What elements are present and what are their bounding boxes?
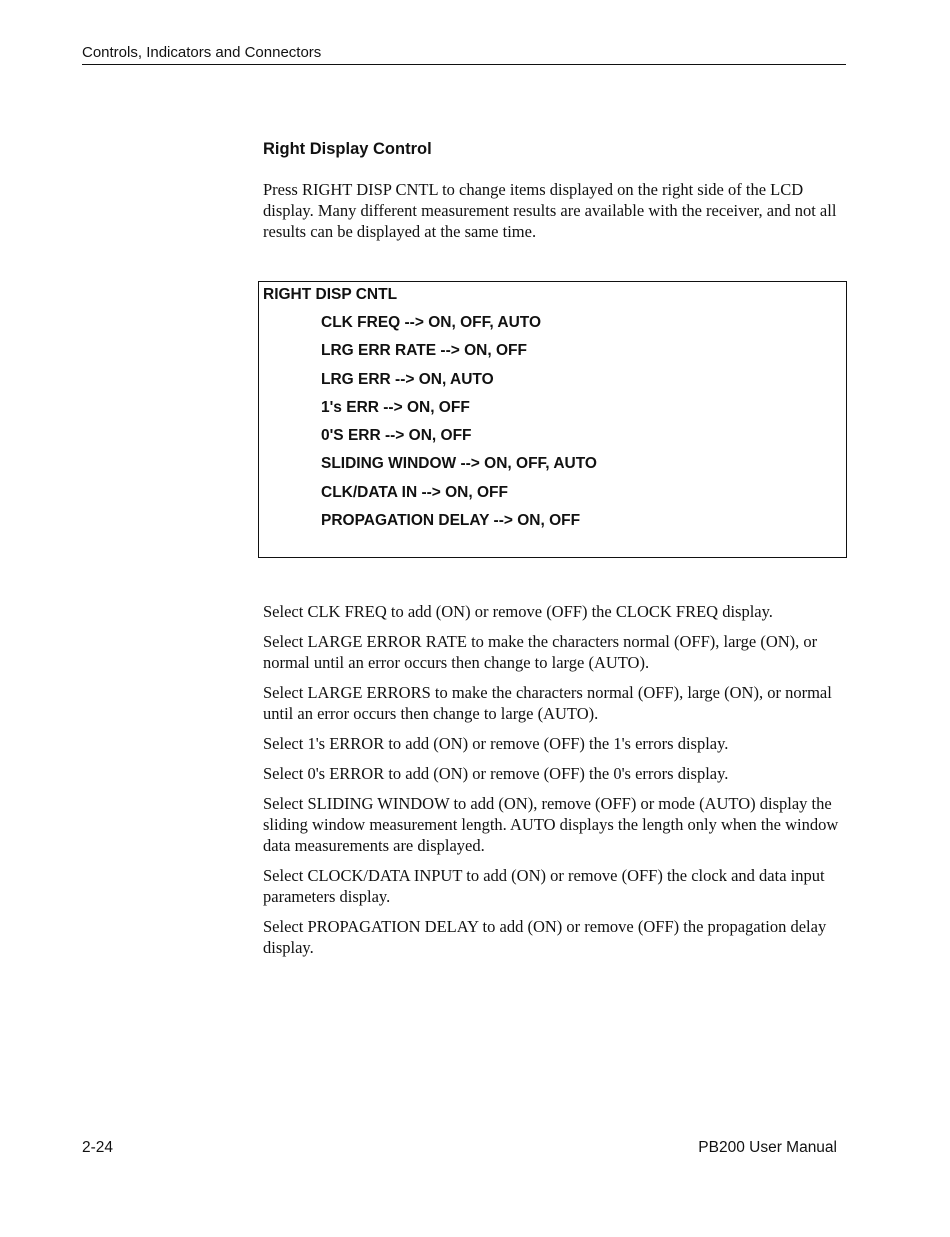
description-ones-error: Select 1's ERROR to add (ON) or remove (OFF) the 1's errors display. — [263, 734, 729, 753]
intro-paragraph: Press RIGHT DISP CNTL to change items displayed on the right side of the LCD display. Many different measurement results are available with the receiver, and not all results can be displayed at the same time. — [263, 180, 837, 241]
menu-item-clk-data-in: CLK/DATA IN --> ON, OFF — [321, 483, 508, 501]
menu-item-lrg-err-rate: LRG ERR RATE --> ON, OFF — [321, 342, 527, 360]
page-number: 2-24 — [82, 1139, 114, 1156]
menu-list — [321, 313, 597, 539]
description-large-error-rate: Select LARGE ERROR RATE to make the characters normal (OFF), large (ON), or normal until an error occurs then change to large (AUTO). — [263, 632, 818, 672]
menu-item-propagation-delay: PROPAGATION DELAY --> ON, OFF — [321, 512, 581, 530]
description-zeros-error: Select 0's ERROR to add (ON) or remove (OFF) the 0's errors display. — [263, 764, 729, 783]
page-header: Controls, Indicators and Connectors — [82, 44, 846, 65]
menu-title: RIGHT DISP CNTL — [263, 286, 398, 303]
manual-name: PB200 User Manual — [698, 1139, 837, 1156]
menu-item-sliding-window: SLIDING WINDOW --> ON, OFF, AUTO — [321, 455, 597, 473]
description-clock-data-input: Select CLOCK/DATA INPUT to add (ON) or remove (OFF) the clock and data input parameters display. — [263, 866, 825, 906]
description-large-errors: Select LARGE ERRORS to make the characters normal (OFF), large (ON), or normal until an error occurs then change to large (AUTO). — [263, 683, 832, 723]
description-sliding-window: Select SLIDING WINDOW to add (ON), remove (OFF) or mode (AUTO) display the sliding window measurement length. AUTO displays the length only when the window data measurements are displayed. — [263, 794, 839, 855]
description-clk-freq: Select CLK FREQ to add (ON) or remove (OFF) the CLOCK FREQ display. — [263, 602, 773, 621]
menu-item-ones-err: 1's ERR --> ON, OFF — [321, 398, 470, 416]
menu-box — [258, 281, 847, 558]
menu-item-zeros-err: 0'S ERR --> ON, OFF — [321, 427, 472, 445]
description-propagation-delay: Select PROPAGATION DELAY to add (ON) or remove (OFF) the propagation delay display. — [263, 917, 827, 957]
menu-item-lrg-err: LRG ERR --> ON, AUTO — [321, 370, 494, 388]
menu-item-clk-freq: CLK FREQ --> ON, OFF, AUTO — [321, 314, 542, 331]
section-title: Right Display Control — [263, 140, 432, 158]
descriptions — [263, 601, 853, 967]
